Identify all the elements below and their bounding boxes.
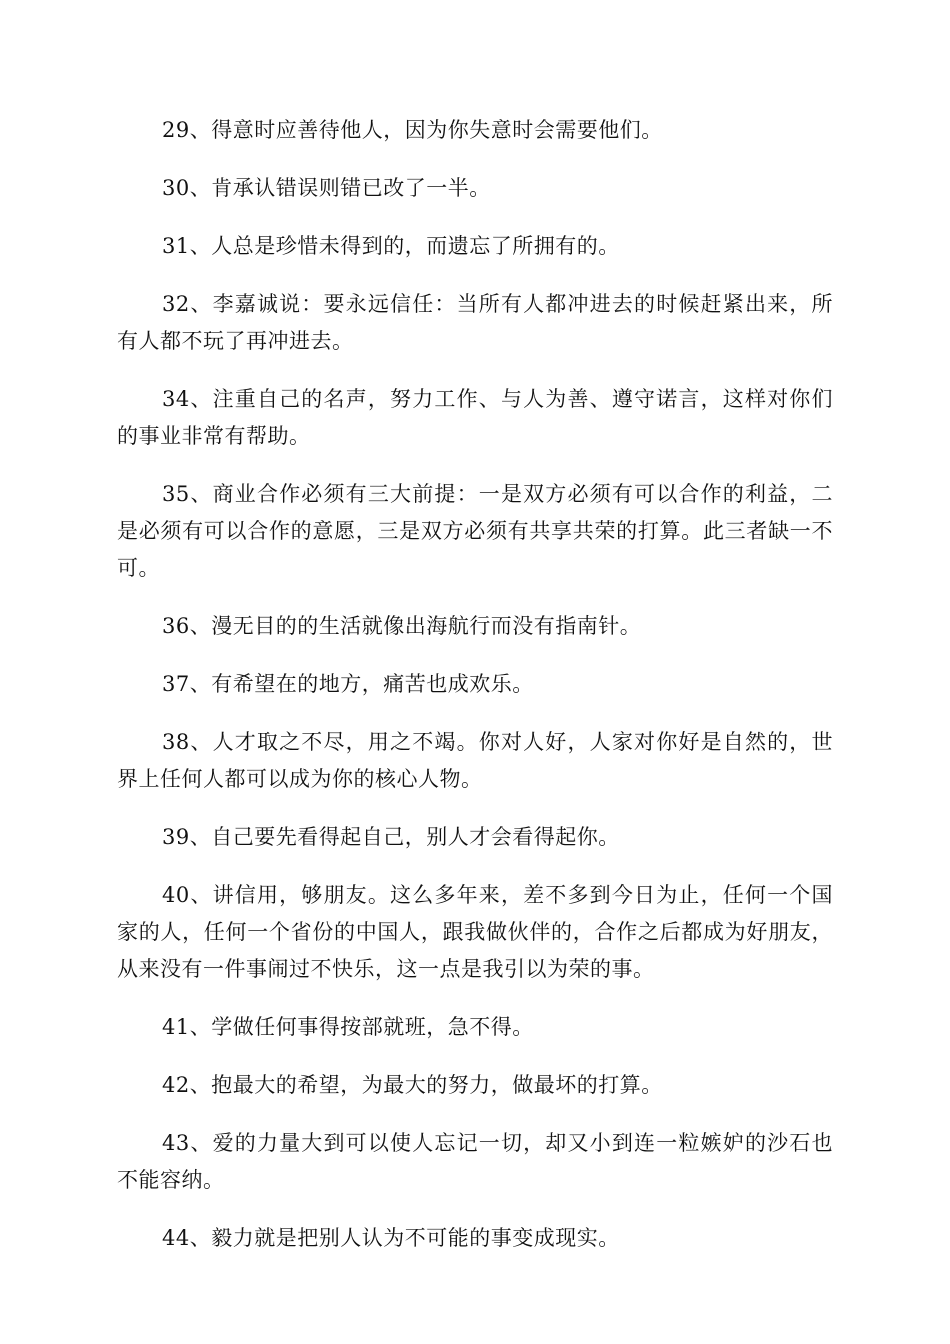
quote-paragraph: 39、自己要先看得起自己，别人才会看得起你。 [162,825,620,849]
quote-paragraph: 42、抱最大的希望，为最大的努力，做最坏的打算。 [162,1073,663,1097]
quote-paragraph: 34、注重自己的名声，努力工作、与人为善、遵守诺言，这样对你们的事业非常有帮助。 [117,387,833,448]
quote-paragraph: 32、李嘉诚说：要永远信任：当所有人都冲进去的时候赶紧出来，所有人都不玩了再冲进去。 [117,292,833,353]
quote-paragraph: 37、有希望在的地方，痛苦也成欢乐。 [162,672,534,696]
quote-paragraph: 29、得意时应善待他人，因为你失意时会需要他们。 [162,118,663,142]
quote-paragraph: 30、肯承认错误则错已改了一半。 [162,176,491,200]
quote-paragraph: 41、学做任何事得按部就班，急不得。 [162,1015,534,1039]
quote-paragraph: 44、毅力就是把别人认为不可能的事变成现实。 [162,1226,620,1250]
quote-paragraph: 36、漫无目的的生活就像出海航行而没有指南针。 [162,614,642,638]
quote-paragraph: 31、人总是珍惜未得到的，而遗忘了所拥有的。 [162,234,620,258]
document-body [117,112,833,1278]
quote-paragraph: 35、商业合作必须有三大前提：一是双方必须有可以合作的利益，二是必须有可以合作的意愿，三是双方必须有共享共荣的打算。此三者缺一不可。 [117,482,833,580]
quote-paragraph: 43、爱的力量大到可以使人忘记一切，却又小到连一粒嫉妒的沙石也不能容纳。 [117,1131,833,1192]
quote-paragraph: 40、讲信用，够朋友。这么多年来，差不多到今日为止，任何一个国家的人，任何一个省份的中国人，跟我做伙伴的，合作之后都成为好朋友，从来没有一件事闹过不快乐，这一点是我引以为荣的事。 [117,883,833,981]
quote-paragraph: 38、人才取之不尽，用之不竭。你对人好，人家对你好是自然的，世界上任何人都可以成为你的核心人物。 [117,730,833,791]
